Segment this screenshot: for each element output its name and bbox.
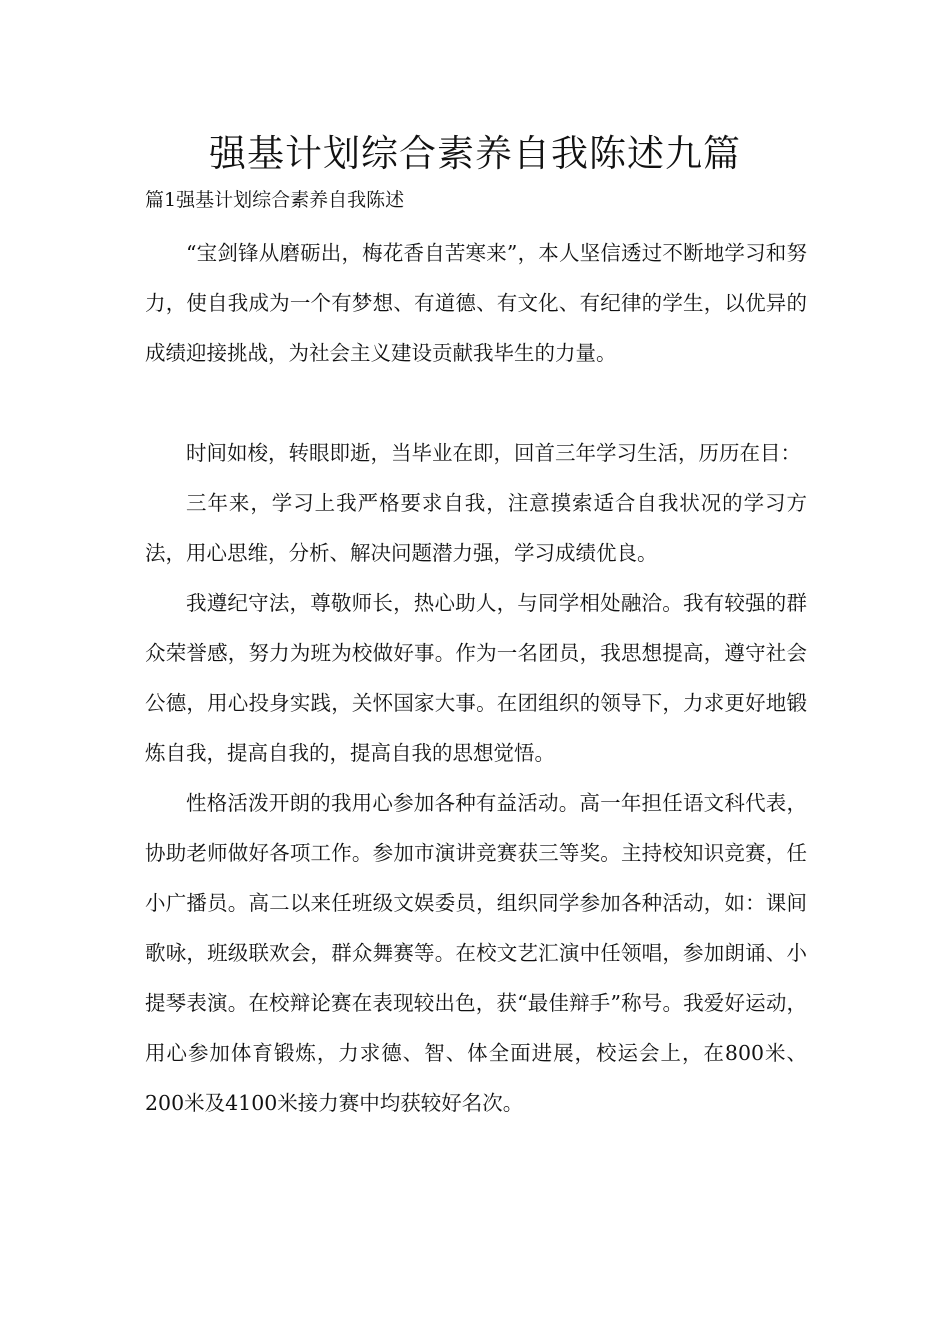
document-body <box>145 228 807 1128</box>
section-heading: 篇1强基计划综合素养自我陈述 <box>145 189 405 211</box>
paragraph-4: 我遵纪守法，尊敬师长，热心助人，与同学相处融洽。我有较强的群众荣誉感，努力为班为校做好事。作为一名团员，我思想提高，遵守社会公德，用心投身实践，关怀国家大事。在团组织的领导下，力求更好地锻炼自我，提高自我的，提高自我的思想觉悟。 <box>145 591 807 765</box>
document-title: 强基计划综合素养自我陈述九篇 <box>209 132 741 175</box>
paragraph-1: “宝剑锋从磨砺出，梅花香自苦寒来”，本人坚信透过不断地学习和努力，使自我成为一个有梦想、有道德、有文化、有纪律的学生，以优异的成绩迎接挑战，为社会主义建设贡献我毕生的力量。 <box>145 241 807 365</box>
paragraph-2: 时间如梭，转眼即逝，当毕业在即，回首三年学习生活，历历在目： <box>186 441 801 465</box>
paragraph-3: 三年来，学习上我严格要求自我，注意摸索适合自我状况的学习方法，用心思维，分析、解决问题潜力强，学习成绩优良。 <box>145 491 807 565</box>
paragraph-5: 性格活泼开朗的我用心参加各种有益活动。高一年担任语文科代表，协助老师做好各项工作。参加市演讲竞赛获三等奖。主持校知识竞赛，任小广播员。高二以来任班级文娱委员，组织同学参加各种活动，如：课间歌咏，班级联欢会，群众舞赛等。在校文艺汇演中任领唱，参加朗诵、小提琴表演。在校辩论赛在表现较出色，获“最佳辩手”称号。我爱好运动，用心参加体育锻炼，力求德、智、体全面进展，校运会上，在800米、200米及4100米接力赛中均获较好名次。 <box>145 791 807 1115</box>
